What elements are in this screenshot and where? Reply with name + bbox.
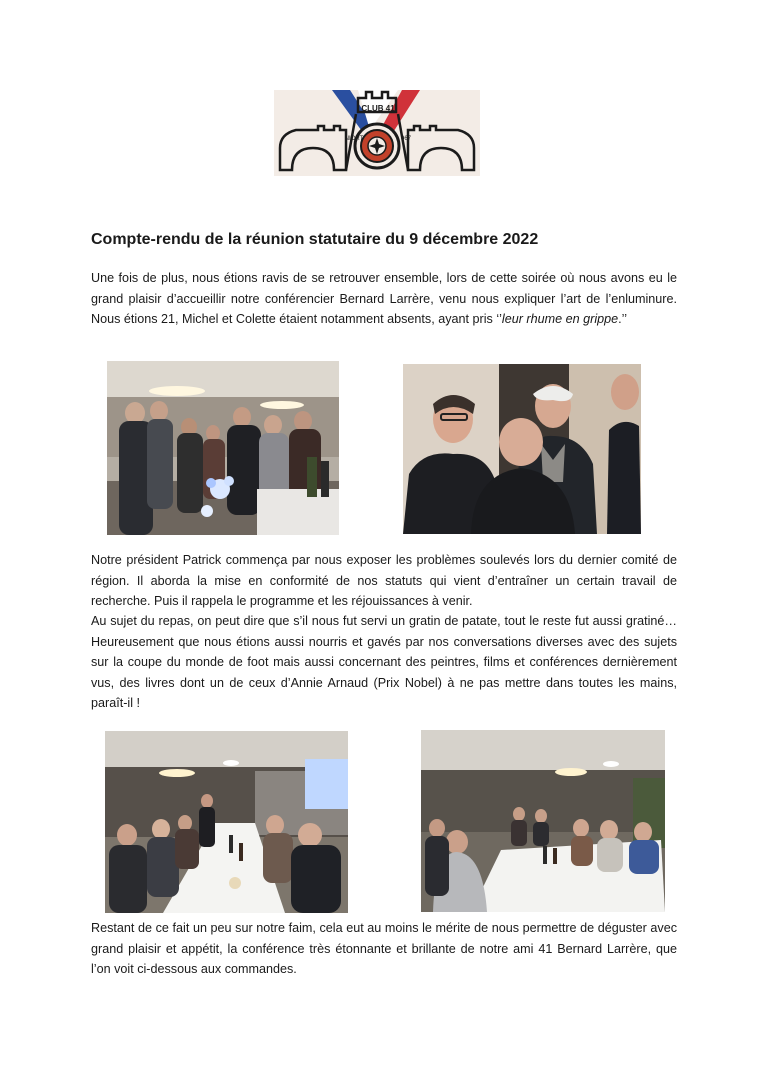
logo-left-text: NIORT xyxy=(344,136,364,142)
photo-guests-portrait xyxy=(403,364,641,534)
club41-logo xyxy=(274,90,480,176)
photo-dinner-table-left xyxy=(105,731,348,913)
president-paragraph: Notre président Patrick commença par nous exposer les problèmes soulevés lors du dernier comité de région. Il aborda la mise en conformité de nos statuts qui vient d’entraîner un certain travail de recherche. Puis il rappela le programme et les réjouissances à venir. xyxy=(91,553,677,608)
conference-paragraph: Restant de ce fait un peu sur notre faim, cela eut au moins le mérite de nous permettre de déguster avec grand plaisir et appétit, la conférence très étonnante et brillante de notre ami 41 Bernard Larrère, que l’on voit ci-dessous aux commandes. xyxy=(91,921,677,976)
intro-text: Une fois de plus, nous étions ravis de se retrouver ensemble, lors de cette soirée où nous avons eu le grand plaisir d’accueillir notre conférencier Bernard Larrère, venu nous expliquer l’art de l’enluminure. Nous étions 21, Michel et Colette étaient notamment absents, ayant pris ‘’ xyxy=(91,271,677,326)
photo-dinner-table-right xyxy=(421,730,665,912)
intro-paragraph xyxy=(91,268,677,330)
page-title: Compte-rendu de la réunion statutaire du 9 décembre 2022 xyxy=(91,231,539,248)
photo-aperitif-group xyxy=(107,361,339,535)
intro-end: .’’ xyxy=(618,312,628,326)
intro-quote: leur rhume en grippe xyxy=(501,312,619,326)
logo-right-text: 067 xyxy=(400,136,412,142)
logo-top-text: CLUB 41 xyxy=(361,104,395,113)
dinner-paragraph: Au sujet du repas, on peut dire que s’il nous fut servi un gratin de patate, tout le reste fut aussi gratiné… Heureusement que nous étions aussi nourris et gavés par nos conversations diverses avec des sujets sur la coupe du monde de foot mais aussi concernant des peintres, films et conférences dernièrement vus, des livres dont un de ceux d’Annie Arnaud (Prix Nobel) à ne pas mettre dans toutes les mains, paraît-il ! xyxy=(91,614,677,710)
